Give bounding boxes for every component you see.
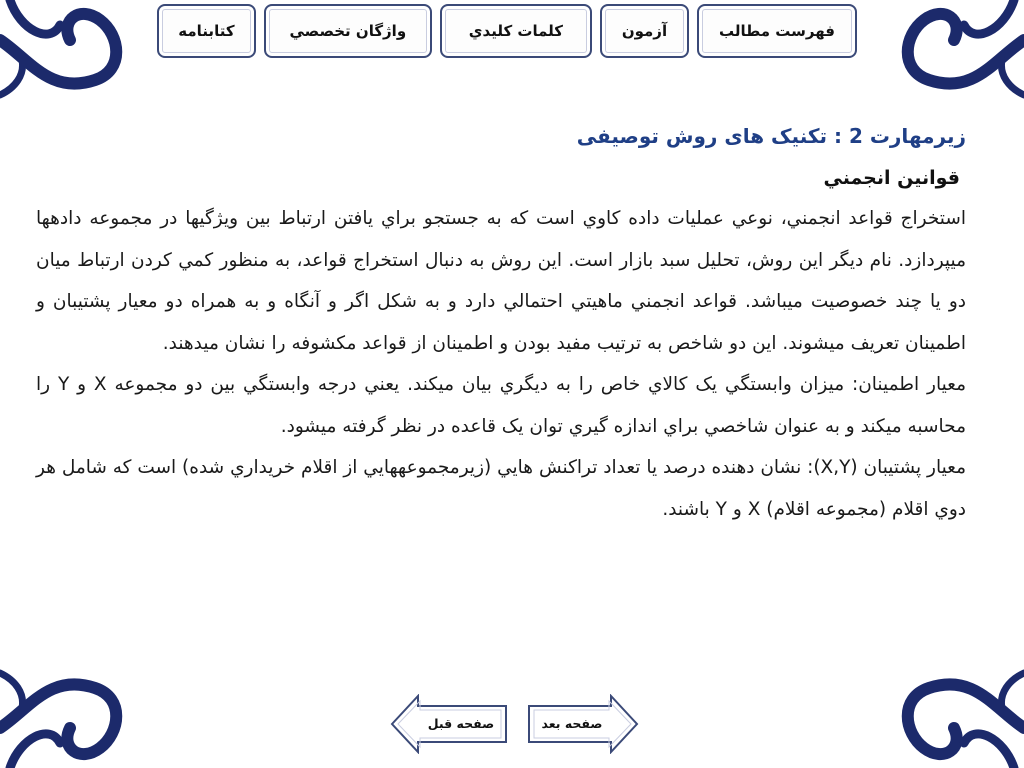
- section-heading: قوانين انجمني: [823, 167, 960, 189]
- paragraph-support: معيار پشتيبان (X,Y): نشان دهنده درصد يا تعداد تراکنش هايي (زيرمجموعههايي از اقلام خريداري شده) است که شامل هر دوي اقلام (مجموعه اقلام) X و Y باشند.: [35, 457, 966, 520]
- main-content: [36, 118, 966, 530]
- top-navigation: [157, 4, 857, 60]
- swirl-ornament-icon: [0, 658, 130, 768]
- nav-button-glossary[interactable]: واژگان تخصصي: [264, 4, 432, 58]
- nav-button-keywords[interactable]: کلمات کليدي: [440, 4, 592, 58]
- corner-ornament-bottom-left: [0, 658, 130, 768]
- previous-page-button[interactable]: [390, 694, 508, 754]
- corner-ornament-top-right: [894, 0, 1024, 110]
- next-page-label: صفحه بعد: [541, 716, 603, 731]
- swirl-ornament-icon: [894, 0, 1024, 110]
- nav-button-table-of-contents[interactable]: فهرست مطالب: [697, 4, 857, 58]
- previous-page-label: صفحه قبل: [427, 716, 495, 731]
- corner-ornament-top-left: [0, 0, 130, 110]
- swirl-ornament-icon: [0, 0, 130, 110]
- nav-button-quiz[interactable]: آزمون: [600, 4, 689, 58]
- swirl-ornament-icon: [894, 658, 1024, 768]
- page-title: زیرمهارت 2 : تکنیک های روش توصیفی: [576, 124, 966, 148]
- paragraph-confidence: معيار اطمينان: ميزان وابستگي يک کالاي خاص را به ديگري بيان ميکند. يعني درجه وابستگي بين دو مجموعه X و Y را محاسبه ميکند و به عنوان شاخصي براي اندازه گيري توان يک قاعده در نظر گرفته ميشود.: [36, 374, 966, 437]
- next-page-button[interactable]: [527, 694, 639, 754]
- corner-ornament-bottom-right: [894, 658, 1024, 768]
- paragraph-intro: استخراج قواعد انجمني، نوعي عمليات داده کاوي است که به جستجو براي يافتن ارتباط بين ويژگيها در مجموعه دادهها ميپردازد. نام ديگر اين روش، تحليل سبد بازار است. اين روش به دنبال استخراج قواعد، به منظور کمي کردن ارتباط ميان دو يا چند خصوصيت ميباشد. قواعد انجمني ماهيتي احتمالي دارد و به شکل اگر و آنگاه و به همراه دو معيار پشتيبان و اطمينان تعريف ميشوند. اين دو شاخص به ترتيب مفيد بودن و اطمينان از قواعد مکشوفه را نشان ميدهند.: [36, 208, 966, 354]
- nav-button-bibliography[interactable]: کتابنامه: [157, 4, 256, 58]
